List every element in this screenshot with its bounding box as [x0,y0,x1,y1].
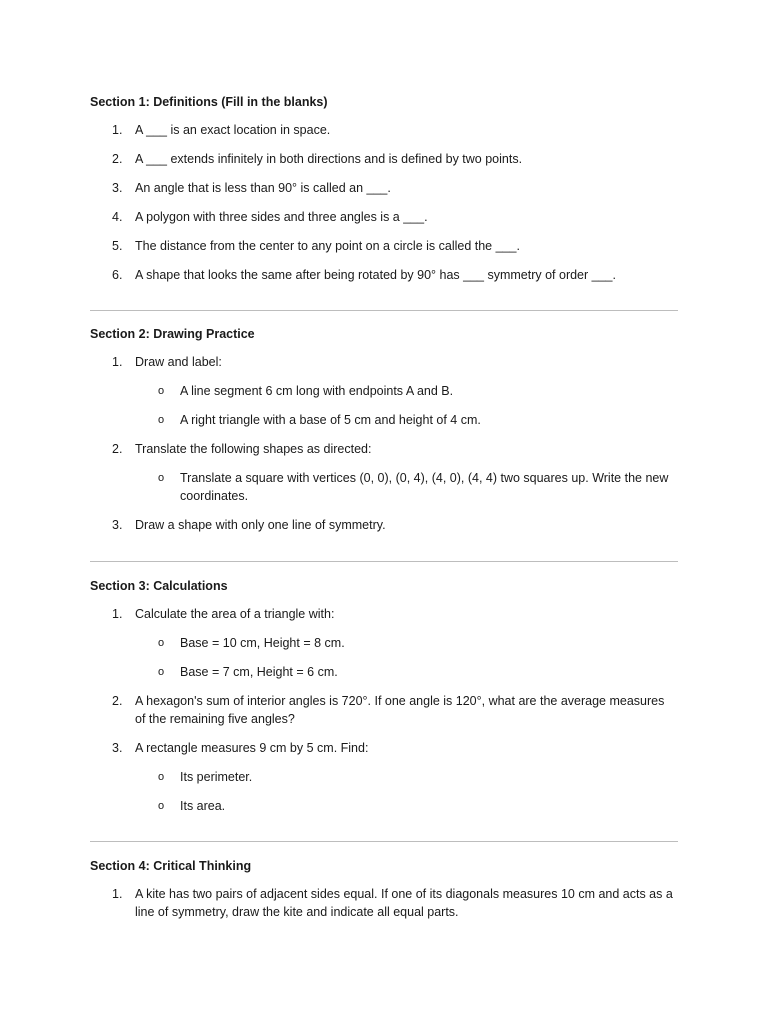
section-divider [90,561,678,562]
section-1 [90,94,678,284]
sub-list-item [135,634,678,652]
bullet-circle-icon: o [158,800,165,812]
sub-item-text: Base = 7 cm, Height = 6 cm. [180,665,338,679]
section-2 [90,326,678,534]
item-text: Draw a shape with only one line of symmetry. [135,518,386,532]
section-divider [90,310,678,311]
bullet-circle-icon: o [158,472,165,484]
section-3-list [90,605,678,815]
item-number: 3. [112,518,123,532]
list-item [90,237,678,255]
section-title: Section 2: Drawing Practice [90,327,255,341]
item-text: A ___ is an exact location in space. [135,123,331,137]
sub-list-item [135,469,678,505]
item-text: A hexagon's sum of interior angles is 720°. If one angle is 120°, what are the average measures of the remaining five angles? [135,694,665,726]
item-number: 3. [112,741,123,755]
list-item [90,605,678,681]
list-item [90,739,678,815]
bullet-circle-icon: o [158,771,165,783]
item-text: A ___ extends infinitely in both directions and is defined by two points. [135,152,523,166]
sub-item-text: Its perimeter. [180,770,253,784]
section-title: Section 4: Critical Thinking [90,859,252,873]
item-text: A kite has two pairs of adjacent sides equal. If one of its diagonals measures 10 cm and acts as a line of symmetry, draw the kite and indicate all equal parts. [135,887,673,919]
item-number: 4. [112,210,123,224]
sub-list-item [135,768,678,786]
item-number: 2. [112,694,123,708]
section-2-list [90,353,678,534]
item-number: 6. [112,268,123,282]
list-item [90,353,678,429]
list-item [90,692,678,728]
sub-list [135,469,678,505]
section-4-list [90,885,678,921]
sub-list-item [135,411,678,429]
sub-item-text: A line segment 6 cm long with endpoints A and B. [180,384,454,398]
item-text: Draw and label: [135,355,222,369]
item-number: 2. [112,442,123,456]
sub-list-item [135,663,678,681]
list-item [90,121,678,139]
item-text: Translate the following shapes as directed: [135,442,372,456]
sub-item-text: Its area. [180,799,226,813]
list-item [90,266,678,284]
list-item [90,208,678,226]
section-4 [90,858,678,921]
item-text: A shape that looks the same after being rotated by 90° has ___ symmetry of order ___. [135,268,616,282]
item-text: A polygon with three sides and three angles is a ___. [135,210,428,224]
bullet-circle-icon: o [158,385,165,397]
item-number: 5. [112,239,123,253]
bullet-circle-icon: o [158,414,165,426]
list-item [90,440,678,505]
sub-item-text: Translate a square with vertices (0, 0), (0, 4), (4, 0), (4, 4) two squares up. Write the new coordinates. [180,471,669,503]
item-number: 3. [112,181,123,195]
item-number: 1. [112,887,123,901]
list-item [90,179,678,197]
list-item [90,516,678,534]
sub-item-text: A right triangle with a base of 5 cm and height of 4 cm. [180,413,481,427]
section-title: Section 3: Calculations [90,579,228,593]
sub-list [135,634,678,681]
item-text: A rectangle measures 9 cm by 5 cm. Find: [135,741,369,755]
item-number: 2. [112,152,123,166]
sub-item-text: Base = 10 cm, Height = 8 cm. [180,636,345,650]
sub-list-item [135,797,678,815]
list-item [90,885,678,921]
item-text: Calculate the area of a triangle with: [135,607,335,621]
item-number: 1. [112,607,123,621]
section-divider [90,841,678,842]
item-text: The distance from the center to any point on a circle is called the ___. [135,239,520,253]
item-number: 1. [112,123,123,137]
section-title: Section 1: Definitions (Fill in the blanks) [90,95,328,109]
item-number: 1. [112,355,123,369]
section-1-list [90,121,678,284]
sub-list [135,382,678,429]
bullet-circle-icon: o [158,637,165,649]
section-3 [90,578,678,815]
list-item [90,150,678,168]
sub-list [135,768,678,815]
bullet-circle-icon: o [158,666,165,678]
sub-list-item [135,382,678,400]
item-text: An angle that is less than 90° is called an ___. [135,181,391,195]
